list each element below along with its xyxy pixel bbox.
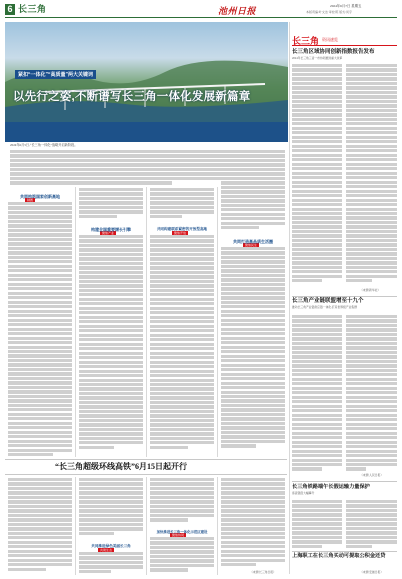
col-rule-b1: [75, 477, 76, 575]
newspaper-logo: 池州日报: [218, 6, 257, 16]
banner-title: 以先行之姿,不断谱写长三角一体化发展新篇章: [13, 91, 251, 103]
article-4-byline: （来源:安徽日报）: [360, 571, 384, 574]
article-3-subtitle: 客流强度大幅攀升: [292, 492, 315, 495]
article-1-col-a: [292, 64, 342, 284]
callout-4-tag: 聚焦民生: [245, 243, 258, 247]
rule-a3: [292, 551, 397, 552]
article-2-col-b: [346, 315, 397, 472]
callout-5-title: 共同推进绿色美丽长三角: [91, 544, 131, 548]
rule-a2: [292, 481, 397, 482]
lower-col2-text: [79, 478, 143, 536]
col-rule-2: [146, 187, 147, 457]
callout-1-tag: 制图: [27, 198, 34, 202]
article-3-title: 长三角铁路端午长假运输力量保护: [292, 484, 370, 490]
lower-col3-text-b: [150, 537, 214, 573]
article-1-byline: （来源:新华社）: [360, 289, 381, 292]
callout-2-tag: 聚焦产业: [102, 231, 115, 235]
right-section-logo: 长三角: [292, 36, 320, 46]
col3-text-top: [150, 188, 214, 219]
col2-text-top: [79, 188, 143, 219]
callout-5-tag: 共建生态: [100, 548, 113, 552]
article-1-col-b: [346, 64, 397, 284]
article-3-col-a: [292, 500, 342, 549]
col3-text: [150, 235, 214, 450]
desk-line: 本版责编:叶文洁 审校:陈 版式:何宇: [306, 10, 353, 14]
banner-image: [5, 22, 288, 142]
lower-col2-text-b: [79, 552, 143, 574]
article-3-col-b: [346, 500, 397, 549]
section-title: 长三角: [18, 4, 47, 14]
issue-date: 2024年6月7日 星期五: [330, 4, 362, 8]
lower-col4-text: [221, 478, 285, 568]
page-number-box: 6: [5, 4, 15, 15]
right-section-subtitle: 资讯速览: [322, 37, 338, 42]
lower-byline: （来源:长三角日报）: [250, 571, 276, 574]
article-2-col-a: [292, 315, 342, 472]
callout-6-tag: 聚焦协同: [172, 533, 185, 537]
callout-4-title: 共同打造高品质生活圈: [233, 239, 273, 244]
article-2-title: 长三角产业链联盟增至十九个: [292, 298, 364, 304]
col-rule-b2: [146, 477, 147, 575]
banner-lead: 2024年6月5日,“长三角一体化”战略开启新阶段。: [10, 143, 78, 147]
callout-2-title: 构建全国重要增长引擎: [91, 227, 131, 232]
col-rule-3: [217, 187, 218, 457]
callout-3-tag: 聚焦开放: [174, 231, 187, 235]
masthead-rule: [5, 17, 397, 18]
col4-text: [221, 247, 285, 449]
callout-6-title: 加快推进长三角一体化示范区建设: [156, 530, 208, 534]
lower-col1-text: [8, 478, 72, 572]
article-2-subtitle: 推动长三角产业链供应链一体化,打造世界级产业集群: [292, 306, 358, 309]
right-column-rule: [289, 22, 290, 574]
right-section-rule: [292, 45, 397, 46]
col-rule-b3: [217, 477, 218, 575]
article-1-subtitle: 2024年长三角三省一市协同推进重大改革: [292, 57, 343, 60]
banner-kicker: 紧扣“一体化”“高质量”两大关键词: [15, 70, 96, 79]
lower-col3-text: [150, 478, 214, 523]
rule-a1: [292, 296, 397, 297]
article-1-title: 长三角区域协同创新指数报告发布: [292, 49, 375, 55]
bottom-rule: [5, 474, 287, 475]
callout-3-title: 共同构建联系紧密的开放型高地: [156, 227, 208, 231]
col4-text-top: [221, 150, 285, 231]
callout-1-title: 共同构筑国家创新高地: [20, 194, 60, 199]
article-2-byline: （来源:人民日报）: [360, 474, 384, 477]
bottom-banner-title: “长三角超级环线高铁”6月15日起开行: [55, 462, 187, 471]
col1-text: [8, 202, 72, 458]
article-4-title: 上海职工在长三角买动可提取公积金还贷: [292, 553, 386, 559]
bottom-rule-top: [5, 459, 287, 460]
col-rule-1: [75, 187, 76, 457]
col2-text: [79, 235, 143, 450]
